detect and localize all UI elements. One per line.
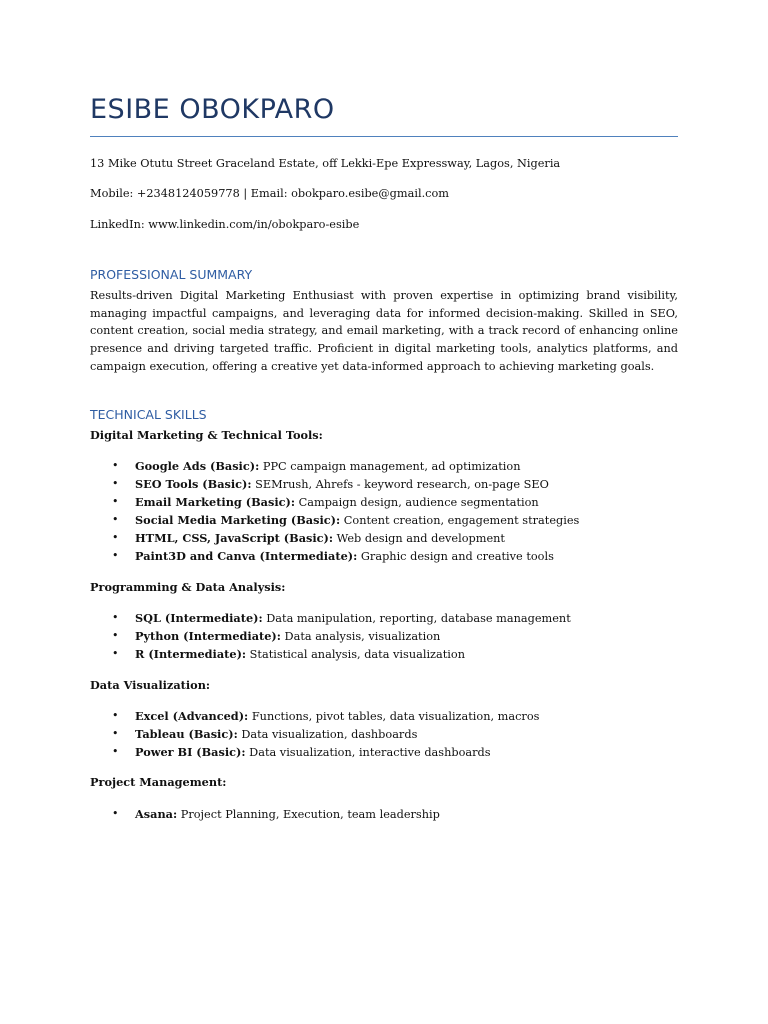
skill-name: Power BI (Basic): <box>135 745 246 760</box>
bullet-icon: • <box>112 477 119 491</box>
skill-name: R (Intermediate): <box>135 647 247 662</box>
skill-list <box>90 805 678 823</box>
bullet-icon: • <box>112 513 119 527</box>
skill-name: Tableau (Basic): <box>135 727 238 742</box>
address-line: 13 Mike Otutu Street Graceland Estate, off Lekki-Epe Expressway, Lagos, Nigeria <box>90 157 561 170</box>
skill-name: Email Marketing (Basic): <box>135 495 296 510</box>
skill-item <box>90 493 678 511</box>
skill-name: SQL (Intermediate): <box>135 611 263 625</box>
header-divider <box>90 136 678 137</box>
skill-item <box>90 547 678 565</box>
skill-name: Python (Intermediate): <box>135 629 281 644</box>
skill-list <box>90 457 678 566</box>
skill-list <box>90 707 678 761</box>
skill-description: SEMrush, Ahrefs - keyword research, on-page SEO <box>251 478 549 492</box>
bullet-icon: • <box>112 549 119 563</box>
bullet-icon: • <box>112 531 119 545</box>
summary-paragraph: Results-driven Digital Marketing Enthusiast with proven expertise in optimizing brand visibility, managing impactful campaigns, and leveraging data for informed decision-making. Skilled in SEO, content creation, social media strategy, and email marketing, with a track record of enhancing online presence and driving targeted traffic. Proficient in digital marketing tools, analytics platforms, and campaign execution, offering a creative yet data-informed approach to achieving marketing goals. <box>90 289 678 373</box>
skills-heading: TECHNICAL SKILLS <box>90 407 207 422</box>
skill-item <box>90 529 678 547</box>
skill-item <box>90 707 678 725</box>
skill-description: Graphic design and creative tools <box>357 550 554 564</box>
skill-item <box>90 457 678 475</box>
bullet-icon: • <box>112 709 119 722</box>
skill-description: PPC campaign management, ad optimization <box>259 460 521 473</box>
bullet-icon: • <box>112 647 119 661</box>
skill-name: Paint3D and Canva (Intermediate): <box>135 549 358 564</box>
bullet-icon: • <box>112 727 119 741</box>
skill-description: Content creation, engagement strategies <box>340 514 580 528</box>
skill-name: SEO Tools (Basic): <box>135 477 252 492</box>
skill-item <box>90 475 678 493</box>
skill-list <box>90 609 678 663</box>
bullet-icon: • <box>112 495 119 509</box>
bullet-icon: • <box>112 611 119 624</box>
bullet-icon: • <box>112 629 119 643</box>
skill-description: Functions, pivot tables, data visualization, macros <box>248 710 540 723</box>
skill-name: Asana: <box>135 807 178 821</box>
bullet-icon: • <box>112 745 119 759</box>
bullet-icon: • <box>112 807 119 820</box>
skill-description: Statistical analysis, data visualization <box>246 648 465 662</box>
skill-item <box>90 609 678 627</box>
skill-item <box>90 725 678 743</box>
skill-name: Social Media Marketing (Basic): <box>135 513 341 528</box>
bullet-icon: • <box>112 459 119 472</box>
linkedin-line: LinkedIn: www.linkedin.com/in/obokparo-esibe <box>90 218 360 231</box>
skill-description: Campaign design, audience segmentation <box>295 496 539 510</box>
skill-item <box>90 511 678 529</box>
skill-description: Data visualization, interactive dashboards <box>245 746 491 760</box>
skill-name: Excel (Advanced): <box>135 709 249 723</box>
candidate-name: ESIBE OBOKPARO <box>90 94 335 125</box>
skill-description: Project Planning, Execution, team leadership <box>177 808 440 821</box>
skill-description: Data manipulation, reporting, database management <box>262 612 571 625</box>
skill-group-title: Digital Marketing & Technical Tools: <box>90 428 323 442</box>
skill-description: Data visualization, dashboards <box>237 728 418 742</box>
skill-description: Web design and development <box>333 532 505 546</box>
skill-name: HTML, CSS, JavaScript (Basic): <box>135 531 334 546</box>
skill-group-title: Programming & Data Analysis: <box>90 580 286 594</box>
phone-email-line: Mobile: +2348124059778 | Email: obokparo.esibe@gmail.com <box>90 187 450 200</box>
skill-group-title: Project Management: <box>90 775 227 789</box>
skill-item <box>90 805 678 823</box>
skill-description: Data analysis, visualization <box>280 630 441 644</box>
skill-group-title: Data Visualization: <box>90 678 211 692</box>
summary-heading: PROFESSIONAL SUMMARY <box>90 267 253 282</box>
skill-name: Google Ads (Basic): <box>135 459 260 473</box>
skill-item <box>90 627 678 645</box>
skill-item <box>90 645 678 663</box>
skill-item <box>90 743 678 761</box>
